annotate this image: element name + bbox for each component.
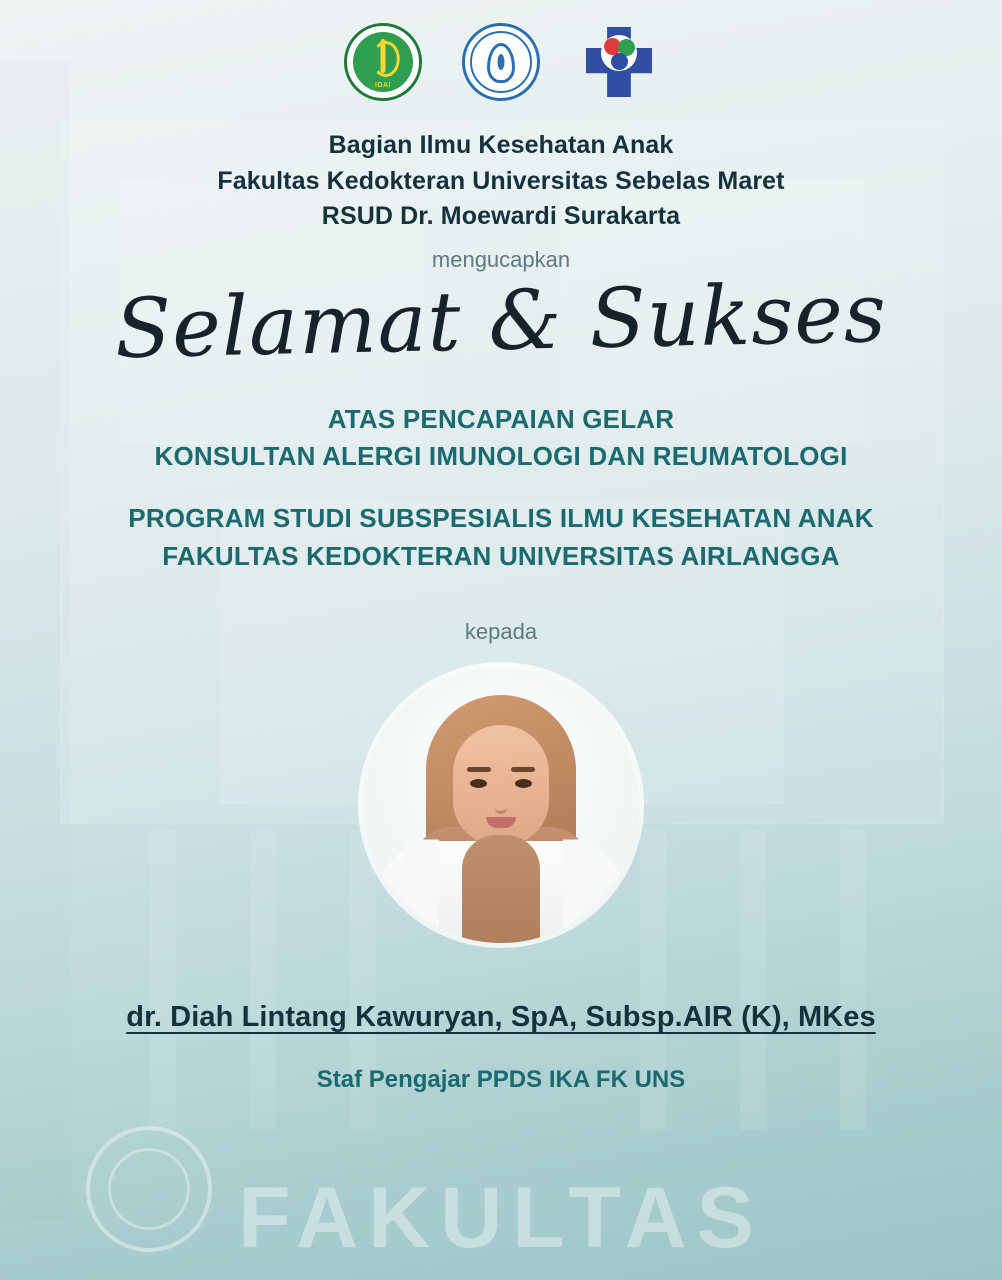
program-line-1: PROGRAM STUDI SUBSPESIALIS ILMU KESEHATAN ANAK (128, 503, 874, 534)
recipient-portrait (363, 667, 639, 943)
program-line-2: FAKULTAS KEDOKTERAN UNIVERSITAS AIRLANGGA (162, 540, 840, 571)
portrait-scarf (462, 835, 540, 943)
organization-line-1: Bagian Ilmu Kesehatan Anak (328, 131, 674, 159)
organization-heading (217, 128, 784, 235)
organization-line-3: RSUD Dr. Moewardi Surakarta (321, 202, 681, 230)
uns-logo (462, 23, 540, 101)
rsud-moewardi-logo (580, 23, 658, 101)
degree-block (154, 401, 847, 476)
organization-line-2: Fakultas Kedokteran Universitas Sebelas Maret (217, 166, 785, 195)
portrait-face (453, 725, 549, 845)
recipient-name: dr. Diah Lintang Kawuryan, SpA, Subsp.AIR (K), MKes (126, 1001, 876, 1034)
degree-line-1: ATAS PENCAPAIAN GELAR (327, 403, 675, 434)
background-watermark-text: FAKULTAS (238, 1170, 764, 1266)
logo-row (344, 22, 658, 102)
program-block (128, 500, 873, 575)
addressed-to-label: kepada (464, 619, 538, 645)
recipient-role: Staf Pengajar PPDS IKA FK UNS (316, 1066, 686, 1094)
script-greeting: Selamat & Sukses (114, 265, 888, 377)
intro-text: mengucapkan (431, 246, 571, 272)
idai-logo-caption: IDAI (375, 82, 391, 89)
idai-logo (344, 23, 422, 101)
degree-line-2: KONSULTAN ALERGI IMUNOLOGI DAN REUMATOLOGI (154, 441, 848, 472)
